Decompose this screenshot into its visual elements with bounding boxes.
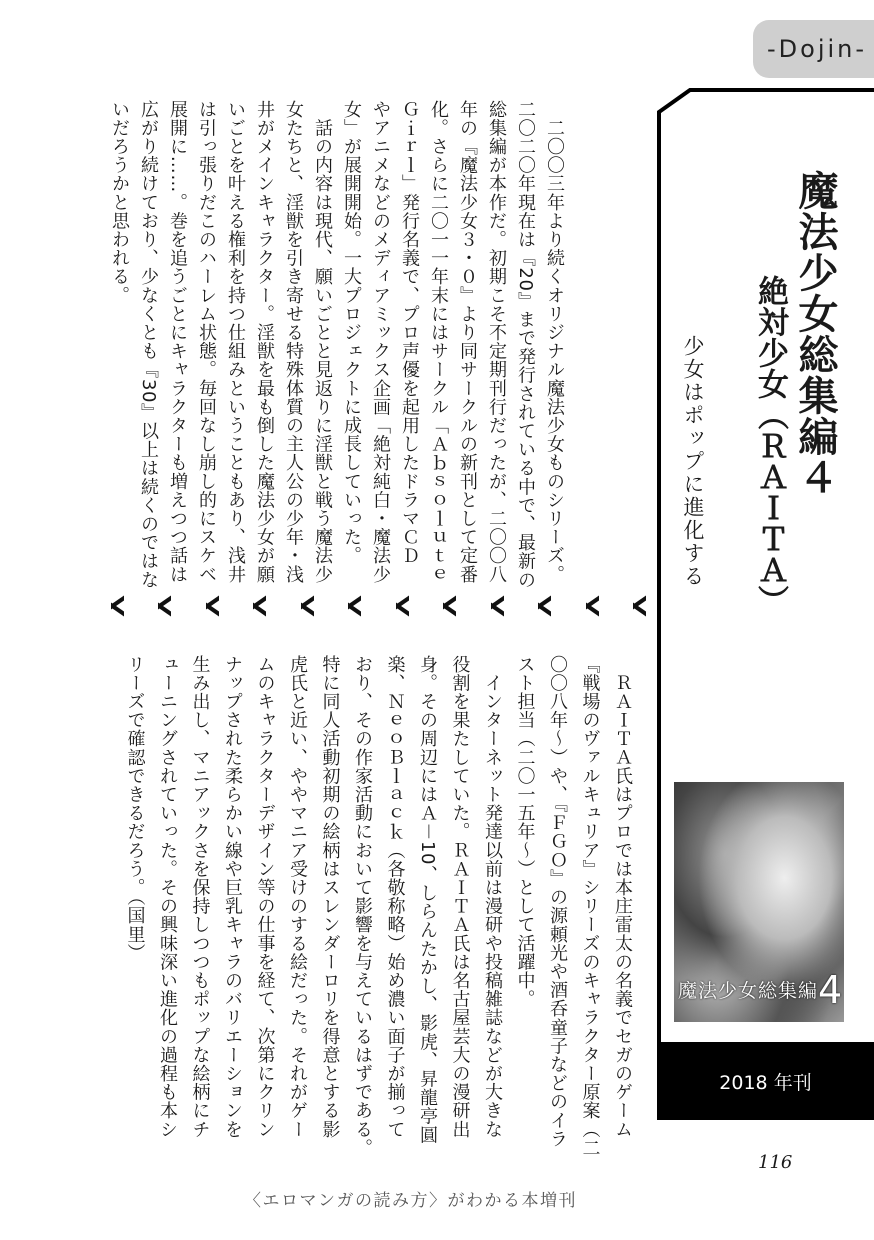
chevron-icon [108,596,126,616]
footer-title: 〈エロマンガの読み方〉がわかる本増刊 [244,1191,577,1211]
text-line: 二〇二〇年現在は『20』まで発行されている中で、最新の [515,100,536,590]
text-line: 女」が展開開始。一大プロジェクトに成長していった。 [341,100,362,565]
chevron-icon [630,596,648,616]
text-line: 楽、ＮｅｏＢｌａｃｋ（各敬称略）始め濃い面子が揃って [384,655,406,1139]
text-line: おり、その作家活動において影響を与えているはずである。 [352,655,373,1158]
text-line: ューニングされていった。その興味深い進化の過程も本シ [157,655,178,1139]
chevron-icon [298,596,316,616]
chevron-icon [535,596,553,616]
text-line: 女たちと、淫獣を引き寄せる特殊体質の主人公の少年・浅 [283,100,304,584]
chevron-icon [155,596,173,616]
publication-year: 2018 年刊 [657,1042,874,1120]
section-tag: -Dojin- [753,20,874,78]
article-subtitle: 絶対少女（ＲＡＩＴＡ） [752,275,788,616]
text-line: リーズで確認できるだろう。（国里） [124,655,146,963]
text-line: スト担当（二〇一五年～）として活躍中。 [514,655,536,1009]
cover-logo: 魔法少女総集編4 [678,968,844,1012]
chevron-icon [345,596,363,616]
text-line: 身。その周辺にはＡ－10、しらんたかし、影虎、昇龍亭圓 [417,655,438,1145]
text-line: 生み出し、マニアックさを保持しつつもポップな絵柄にチ [189,655,211,1139]
chevron-icon [250,596,268,616]
article-tagline: 少女はポップに進化する [681,335,705,588]
cover-image [674,782,844,1022]
text-line: インターネット発達以前は漫研や投稿雑誌などが大きな [482,655,503,1139]
text-line: いだろうかと思われる。 [109,100,130,305]
text-line: 展開に……。巻を追うごとにキャラクターも増えつつ話は [167,100,188,584]
body-text-top [105,100,569,590]
chevron-icon [203,596,221,616]
text-line: は引っ張りだこのハーレム状態。毎回なし崩し的にスケベ [196,100,217,584]
chevron-divider [108,596,648,618]
text-line: ＲＡＩＴＡ氏はプロでは本庄雷太の名義でセガのゲーム [612,655,633,1139]
text-line: やアニメなどのメディアミックス企画「絶対純白・魔法少 [370,100,391,584]
text-line: 特に同人活動初期の絵柄はスレンダーロリを得意とする影 [319,655,341,1139]
chevron-icon [583,596,601,616]
text-line: 総集編が本作だ。初期こそ不定期刊行だったが、二〇〇八 [486,100,507,584]
body-text-bottom [118,655,638,1158]
chevron-icon [393,596,411,616]
text-line: 年の『魔法少女３・０』より同サークルの新刊として定番 [457,100,478,584]
text-line: 役割を果たしていた。ＲＡＩＴＡ氏は名古屋芸大の漫研出 [449,655,471,1139]
text-line: 化。さらに二〇一一年末にはサークル「Ａｂｓｏｌｕｔｅ [428,100,449,584]
text-line: 虎氏と近い、ややマニア受けのする絵だった。それがゲー [287,655,308,1139]
text-line: 広がり続けており、少なくとも『30』以上は続くのではな [138,100,159,590]
text-line: ムのキャラクターデザイン等の仕事を経て、次第にクリン [254,655,276,1139]
text-line: ナップされた柔らかい線や巨乳キャラのバリエーションを [222,655,243,1139]
text-line: 井がメインキャラクター。淫獣を最も倒した魔法少女が願 [254,100,275,584]
text-line: いごとを叶える権利を持つ仕組みということもあり、浅井 [225,100,246,584]
text-line: 〇〇八年～）や、『ＦＧＯ』の源頼光や酒呑童子などのイラ [547,655,568,1149]
chevron-icon [440,596,458,616]
text-line: 二〇〇三年より続くオリジナル魔法少女ものシリーズ。 [544,100,565,584]
article-title: 魔法少女総集編４ [792,170,838,498]
chevron-icon [488,596,506,616]
text-line: 話の内容は現代、願いごとと見返りに淫獣と戦う魔法少 [312,100,333,584]
text-line: Ｇｉｒｌ」発行名義で、プロ声優を起用したドラマＣＤ [399,100,420,565]
page-number: 116 [758,1152,793,1173]
text-line: 『戦場のヴァルキュリア』シリーズのキャラクター原案（二 [579,655,601,1158]
